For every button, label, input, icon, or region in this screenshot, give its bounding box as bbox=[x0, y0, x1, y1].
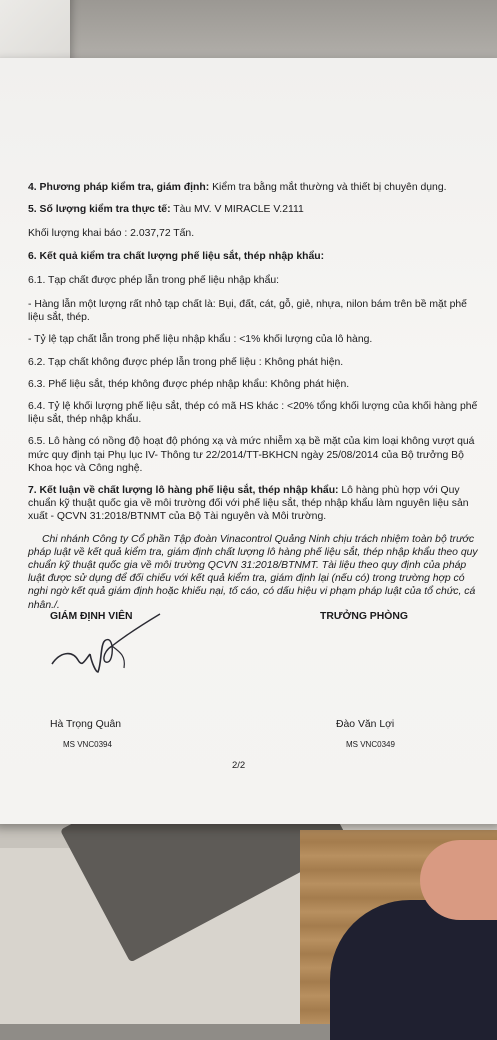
section-6-2: 6.2. Tạp chất không được phép lẫn trong phế liệu : Không phát hiện. bbox=[28, 356, 344, 368]
dark-fabric bbox=[330, 900, 497, 1040]
inspector-code: MS VNC0394 bbox=[63, 740, 112, 749]
section-5 bbox=[28, 203, 480, 216]
handwritten-signature bbox=[40, 612, 170, 682]
section-6-3: 6.3. Phế liệu sắt, thép không được phép nhập khẩu: Không phát hiện. bbox=[28, 378, 350, 390]
disclaimer: Chi nhánh Công ty Cổ phần Tập đoàn Vinacontrol Quảng Ninh chịu trách nhiệm toàn bộ trước pháp luật về kết quả kiểm tra, giám định chất lượng lô hàng phế liệu sắt, thép nhập khẩu theo quy chuẩn kỹ thuật quốc gia về môi trường QCVN 31:2018/BTNMT. Tài liệu theo quy định của pháp luật được sử dụng để đối chiếu với kết quả kiểm tra, giám định lại (nếu có) trong trường hợp có nghi ngờ kết quả giám định hoặc khiếu nại, tố cáo, có dấu hiệu vi phạm pháp luật của tổ chức, cá nhân./. bbox=[28, 533, 478, 611]
section-7-text: Lô hàng phù hợp với Quy chuẩn kỹ thuật quốc gia về môi trường đối với phế liệu sắt, thép nhập khẩu làm nguyên liệu sản xuất - QCVN 31:2018/BTNMT của Bộ Tài nguyên và Môi trường. bbox=[28, 485, 469, 523]
section-5-text: Tàu MV. V MIRACLE V.2111 bbox=[170, 204, 304, 216]
section-6-1-b: - Tỷ lệ tạp chất lẫn trong phế liệu nhập khẩu : <1% khối lượng của lô hàng. bbox=[28, 334, 373, 346]
section-6-4: 6.4. Tỷ lệ khối lượng phế liệu sắt, thép có mã HS khác : <20% tổng khối lượng của khối hàng phế liệu sắt, thép nhập khẩu. bbox=[28, 401, 478, 426]
hand bbox=[420, 840, 497, 920]
inspector-name: Hà Trọng Quân bbox=[50, 719, 122, 730]
head-title: TRƯỞNG PHÒNG bbox=[320, 611, 408, 622]
page-number: 2/2 bbox=[232, 760, 246, 771]
document-body bbox=[28, 181, 480, 612]
section-6-1-a: - Hàng lẫn một lượng rất nhỏ tạp chất là: Bụi, đất, cát, gỗ, giẻ, nhựa, nilon bám trên bề mặt phế liệu sắt, thép. bbox=[28, 299, 467, 324]
section-5-heading: 5. Số lượng kiểm tra thực tế: bbox=[28, 204, 171, 216]
section-7 bbox=[28, 484, 480, 524]
inspector-title: GIÁM ĐỊNH VIÊN bbox=[50, 611, 133, 622]
section-7-heading: 7. Kết luận về chất lượng lô hàng phế liệu sắt, thép nhập khẩu: bbox=[28, 485, 339, 497]
head-name: Đào Văn Lợi bbox=[336, 719, 395, 730]
section-6-5: 6.5. Lô hàng có nồng độ hoạt độ phóng xạ và mức nhiễm xạ bề mặt của kim loại không vượt quá mức quy định tại Phụ lục IV- Thông tư 22/2014/TT-BKHCN ngày 25/08/2014 của Bộ trưởng Bộ Khoa học và Công nghệ. bbox=[28, 436, 475, 474]
section-4-text: Kiểm tra bằng mắt thường và thiết bị chuyên dụng. bbox=[209, 182, 447, 193]
section-4-heading: 4. Phương pháp kiểm tra, giám định: bbox=[28, 182, 210, 193]
section-6-heading: 6. Kết quả kiểm tra chất lượng phế liệu sắt, thép nhập khẩu: bbox=[28, 250, 325, 262]
head-code: MS VNC0349 bbox=[346, 740, 395, 749]
declared-weight: Khối lượng khai báo : 2.037,72 Tấn. bbox=[28, 228, 195, 240]
section-4 bbox=[28, 181, 480, 194]
section-6-1: 6.1. Tạp chất được phép lẫn trong phế liệu nhập khẩu: bbox=[28, 274, 280, 286]
